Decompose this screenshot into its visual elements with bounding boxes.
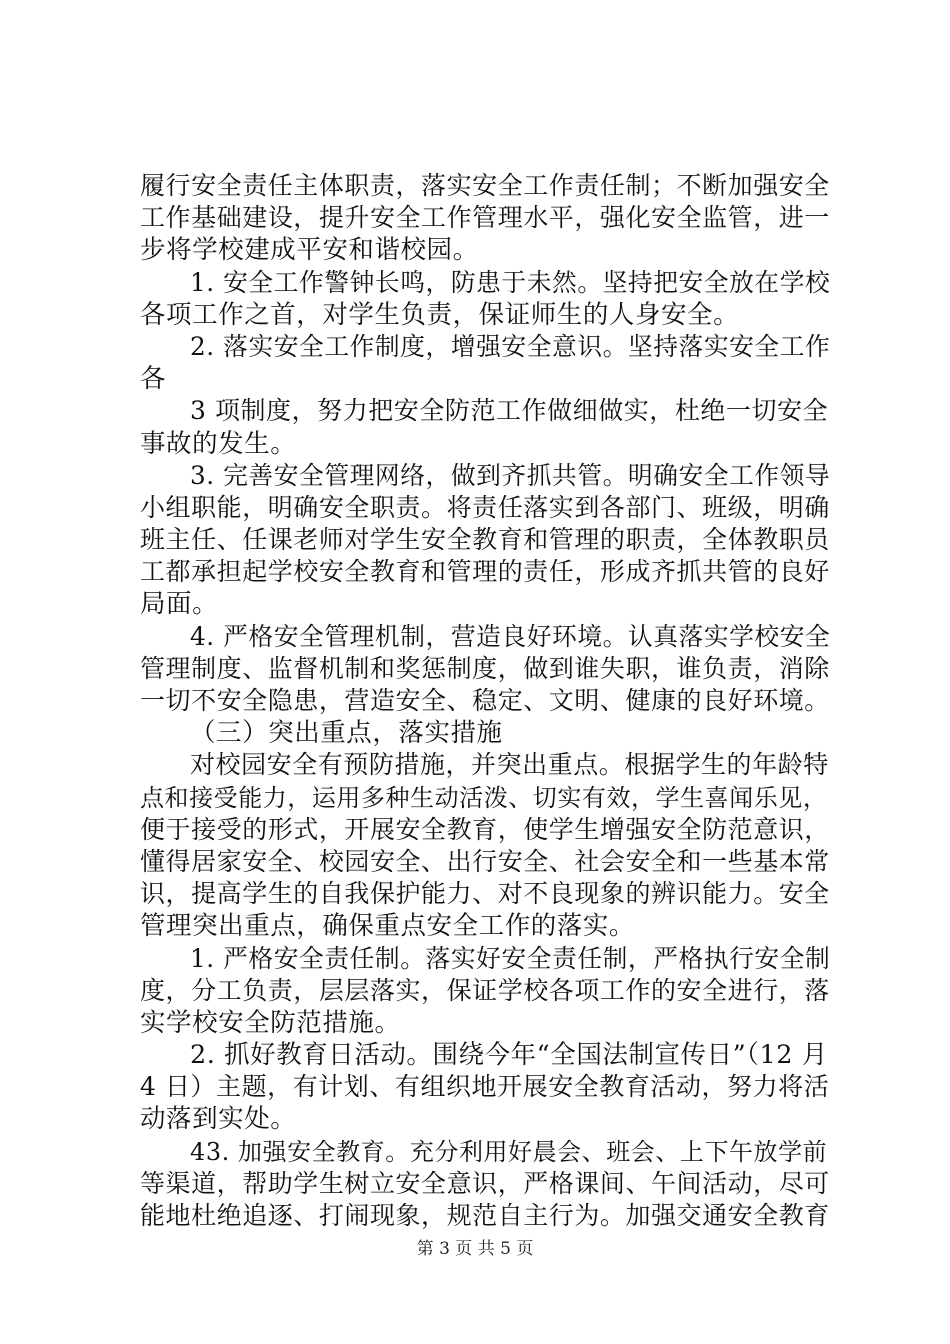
- text-line: （三）突出重点，落实措施: [190, 718, 503, 749]
- text-line: 各: [140, 364, 167, 395]
- text-line: 对校园安全有预防措施，并突出重点。根据学生的年龄特: [190, 750, 829, 780]
- text-line: 识，提高学生的自我保护能力、对不良现象的辨识能力。安全: [140, 879, 830, 909]
- text-line: 事故的发生。: [140, 428, 297, 459]
- text-line: 懂得居家安全、校园安全、出行安全、社会安全和一些基本常: [140, 846, 830, 876]
- text-line: 局面。: [140, 589, 219, 620]
- text-line: 4 日）主题，有计划、有组织地开展安全教育活动，努力将活: [140, 1072, 830, 1102]
- page-footer: 第 3 页 共 5 页: [416, 1239, 534, 1259]
- text-line: 度，分工负责，层层落实，保证学校各项工作的安全进行，落: [140, 975, 830, 1005]
- text-line: 一切不安全隐患，营造安全、稳定、文明、健康的良好环境。: [140, 686, 830, 715]
- text-line: 能地杜绝追逐、打闹现象，规范自主行为。加强交通安全教育: [140, 1201, 830, 1230]
- text-line: 实学校安全防范措施。: [140, 1007, 401, 1038]
- text-line: 便于接受的形式，开展安全教育，使学生增强安全防范意识，: [140, 814, 830, 844]
- text-line: 等渠道，帮助学生树立安全意识，严格课间、午间活动，尽可: [140, 1168, 830, 1198]
- text-line: 管理制度、监督机制和奖惩制度，做到谁失职，谁负责，消除: [140, 653, 830, 683]
- text-line: 各项工作之首，对学生负责，保证师生的人身安全。: [140, 299, 740, 330]
- text-line: 4. 严格安全管理机制，营造良好环境。认真落实学校安全: [190, 621, 831, 651]
- text-line: 43. 加强安全教育。充分利用好晨会、班会、上下午放学前: [190, 1137, 828, 1166]
- text-line: 步将学校建成平安和谐校园。: [140, 235, 479, 266]
- text-line: 工都承担起学校安全教育和管理的责任，形成齐抓共管的良好: [140, 557, 830, 587]
- text-line: 班主任、任课老师对学生安全教育和管理的职责，全体教职员: [140, 525, 830, 555]
- text-line: 2. 落实安全工作制度，增强安全意识。坚持落实安全工作: [190, 331, 831, 361]
- text-line: 3. 完善安全管理网络，做到齐抓共管。明确安全工作领导: [190, 460, 831, 490]
- text-line: 小组职能，明确安全职责。将责任落实到各部门、班级，明确: [140, 492, 830, 522]
- text-line: 1. 安全工作警钟长鸣，防患于未然。坚持把安全放在学校: [190, 267, 831, 297]
- document-body: [140, 170, 832, 1232]
- text-line: 履行安全责任主体职责，落实安全工作责任制；不断加强安全: [140, 171, 830, 200]
- text-line: 点和接受能力，运用多种生动活泼、切实有效，学生喜闻乐见，: [140, 783, 828, 812]
- text-line: 2. 抓好教育日活动。围绕今年“全国法制宣传日”（12 月: [190, 1040, 828, 1071]
- text-line: 3 项制度，努力把安全防范工作做细做实，杜绝一切安全: [190, 396, 829, 426]
- text-line: 管理突出重点，确保重点安全工作的落实。: [140, 911, 635, 942]
- text-line: 工作基础建设，提升安全工作管理水平，强化安全监管，进一: [140, 203, 830, 233]
- text-line: 动落到实处。: [140, 1104, 297, 1135]
- text-line: 1. 严格安全责任制。落实好安全责任制，严格执行安全制: [190, 943, 831, 973]
